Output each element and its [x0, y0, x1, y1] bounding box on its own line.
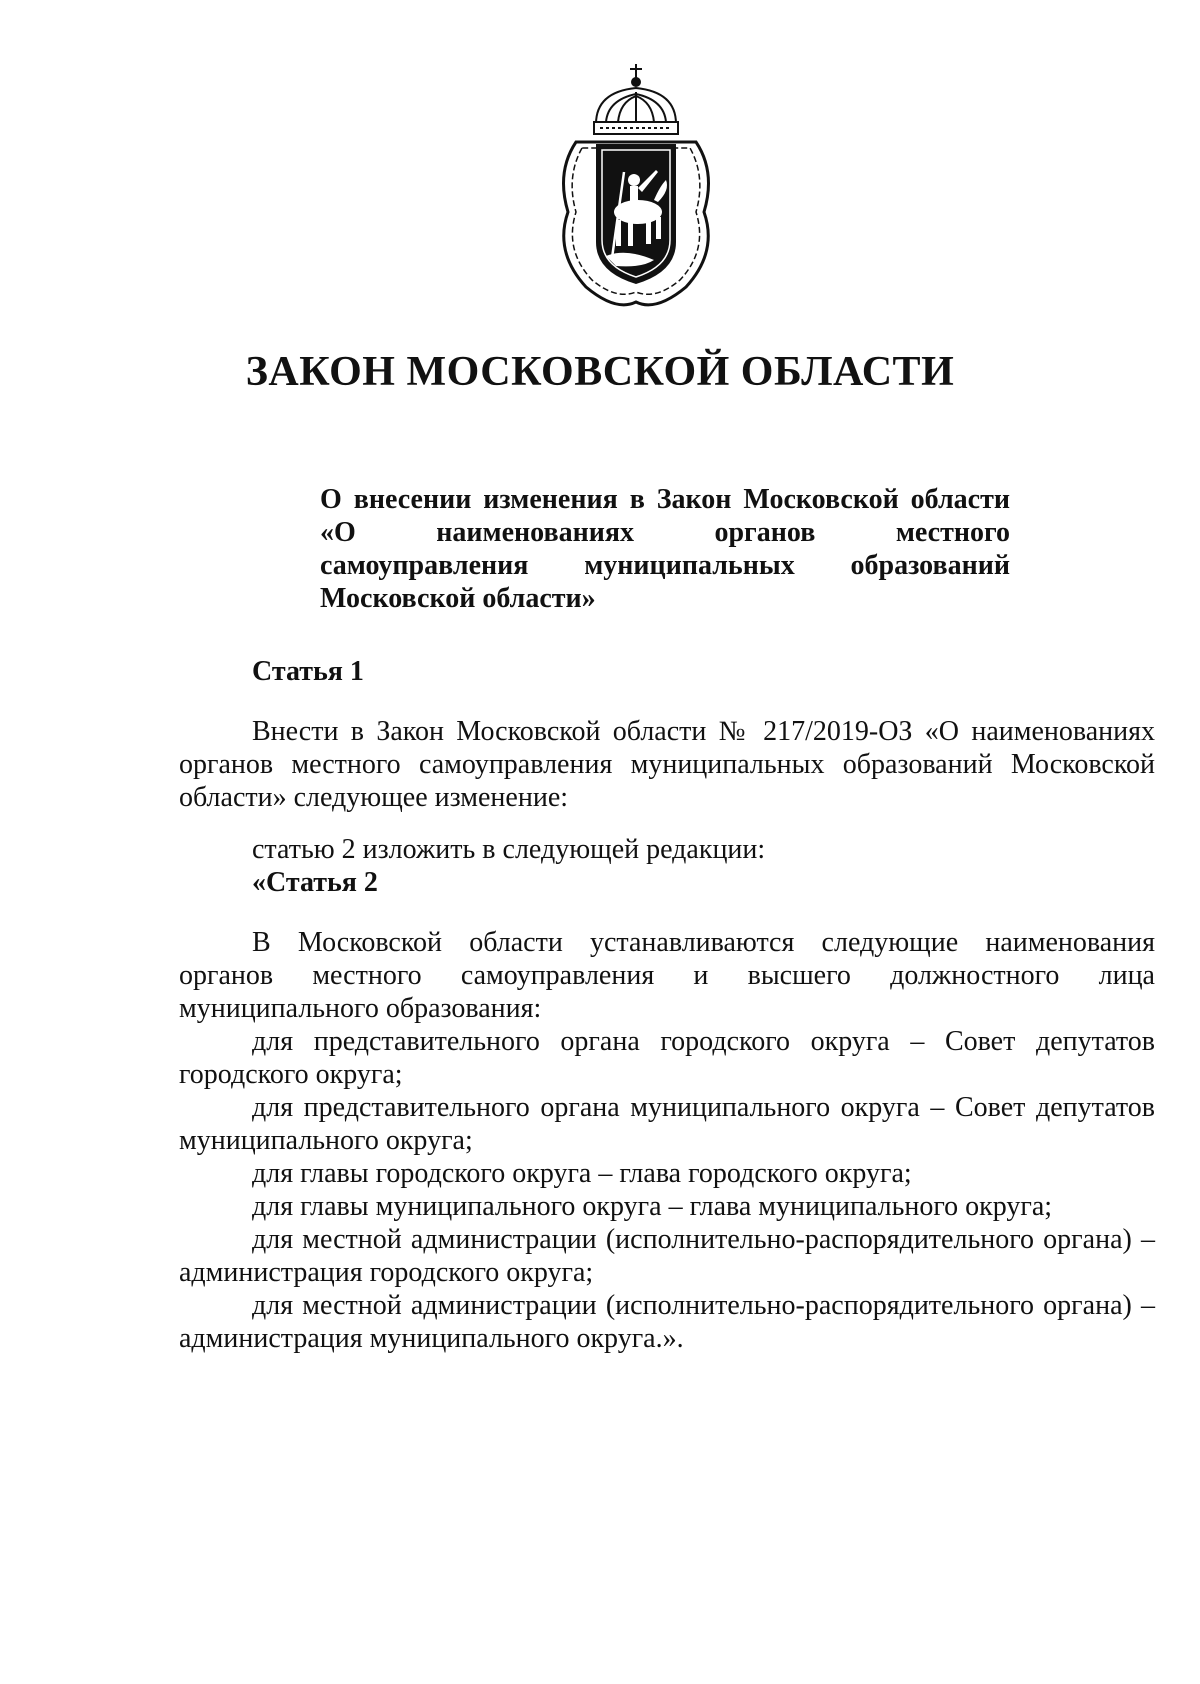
- list-item: для главы муниципального округа – глава муниципального округа;: [252, 1191, 1053, 1222]
- article-1-intro-text: Внести в Закон Московской области № 217/2019-ОЗ «О наименованиях органов местного самоуправления муниципальных образований Московской области» следующее изменение:: [179, 716, 1155, 813]
- article-1-intro: [179, 715, 1155, 814]
- article-2-lead: В Московской области устанавливаются следующие наименования органов местного самоуправления и высшего должностного лица муниципального образования:: [179, 927, 1155, 1024]
- article-1-instruction-text: статью 2 изложить в следующей редакции:: [252, 834, 766, 865]
- page-title: ЗАКОН МОСКОВСКОЙ ОБЛАСТИ: [245, 349, 955, 395]
- subject-line: Московской области»: [320, 583, 596, 614]
- subject-line: О внесении изменения в Закон Московской области: [320, 484, 1010, 515]
- list-item: для представительного органа муниципального округа – Совет депутатов муниципального округа;: [179, 1092, 1155, 1156]
- subject-line: самоуправления муниципальных образований: [320, 550, 1010, 581]
- article-1-instruction: [179, 833, 1155, 899]
- article-1-heading: Статья 1: [252, 656, 364, 687]
- quoted-article-2-heading: «Статья 2: [252, 867, 378, 898]
- law-subject: [320, 483, 1010, 615]
- list-item: для местной администрации (исполнительно-распорядительного органа) – администрация городского округа;: [179, 1224, 1155, 1288]
- list-item: для представительного органа городского округа – Совет депутатов городского округа;: [179, 1026, 1155, 1090]
- moscow-oblast-coat-of-arms-icon: [546, 62, 726, 312]
- article-2-text: [179, 926, 1155, 1355]
- list-item: для главы городского округа – глава городского округа;: [252, 1158, 912, 1189]
- list-item: для местной администрации (исполнительно-распорядительного органа) – администрация муниципального округа.».: [179, 1290, 1155, 1354]
- subject-line: «О наименованиях органов местного: [320, 517, 1010, 548]
